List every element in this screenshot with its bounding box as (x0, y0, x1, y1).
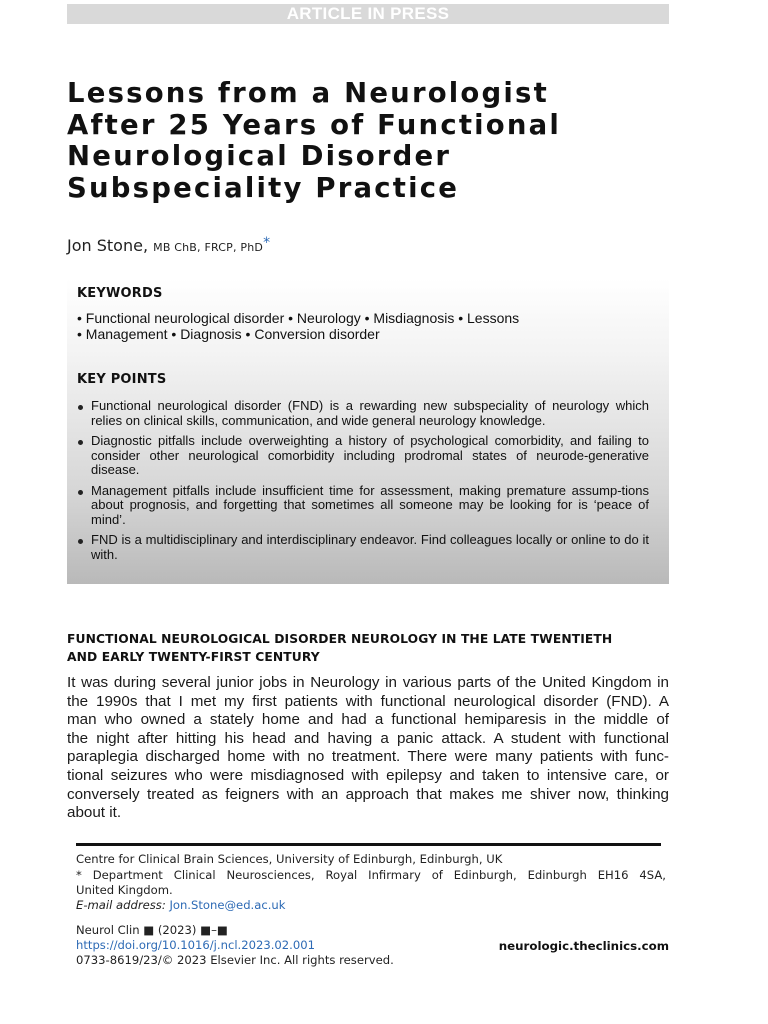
section-body (67, 674, 669, 823)
title-line: Subspeciality Practice (67, 171, 460, 204)
body-line: the night after hitting his head and having a panic attack. A student with functional (67, 729, 669, 747)
title-line: Lessons from a Neurologist (67, 77, 549, 109)
section-heading (67, 630, 667, 666)
keywords-line: • Management • Diagnosis • Conversion disorder (77, 326, 380, 342)
bullet-icon (78, 405, 83, 410)
journal-citation: Neurol Clin ■ (2023) ■–■ (76, 923, 228, 937)
body-line: about it. (67, 804, 122, 822)
bullet-icon (78, 539, 83, 544)
key-point-item (77, 434, 649, 478)
keywords-heading: KEYWORDS (77, 286, 163, 301)
key-point-text: Management pitfalls include insufficient time for assessment, making premature assump-tions about prognosis, and forgetting that sometimes all someone may be looking for is ‘peace of mind’. (91, 482, 649, 527)
email-line (76, 898, 666, 912)
key-points-list (77, 399, 649, 568)
section-heading-line: FUNCTIONAL NEUROLOGICAL DISORDER NEUROLOGY IN THE LATE TWENTIETH (67, 632, 613, 646)
email-label: E-mail address: (76, 898, 166, 912)
key-point-text: Diagnostic pitfalls include overweighting a history of psychological comorbidity, and failing to consider other neurological comorbidity including prodromal states of neurode-generative disease. (91, 433, 649, 477)
summary-box (67, 278, 669, 584)
key-point-text: FND is a multidisciplinary and interdisciplinary endeavor. Find colleagues locally or online to do it with. (91, 532, 649, 562)
copyright-line: 0733-8619/23/© 2023 Elsevier Inc. All rights reserved. (76, 953, 394, 967)
key-point-item (77, 399, 649, 428)
journal-website[interactable]: neurologic.theclinics.com (498, 939, 669, 953)
key-point-text: Functional neurological disorder (FND) is a rewarding new subspeciality of neurology which relies on clinical skills, communication, and wide general neurology knowledge. (91, 398, 649, 428)
department-note: * Department Clinical Neurosciences, Royal Infirmary of Edinburgh, Edinburgh EH16 4SA, (76, 868, 666, 882)
key-point-item (77, 533, 649, 562)
author-footnote-marker[interactable]: * (263, 235, 271, 251)
title-line: Neurological Disorder (67, 140, 452, 172)
body-line: paraplegia discharged home with no treatment. There were many patients with func- (67, 748, 669, 766)
section-heading-line: AND EARLY TWENTY-FIRST CENTURY (67, 650, 320, 664)
doi-link[interactable]: https://doi.org/10.1016/j.ncl.2023.02.001 (76, 938, 315, 952)
affiliation-note: Centre for Clinical Brain Sciences, University of Edinburgh, Edinburgh, UK (76, 852, 503, 866)
author-name: Jon Stone, (67, 236, 149, 255)
body-line: It was during several junior jobs in Neurology in various parts of the United Kingdom in (67, 674, 669, 691)
footnote-divider (76, 843, 661, 846)
email-link[interactable]: Jon.Stone@ed.ac.uk (169, 898, 286, 912)
body-line: tional seizures who were misdiagnosed with epilepsy and taken to intensive care, or (67, 766, 669, 784)
bullet-icon (78, 490, 83, 495)
author-credentials: MB ChB, FRCP, PhD (153, 241, 264, 254)
article-in-press-banner: ARTICLE IN PRESS (67, 4, 669, 24)
body-line: conversely treated as feigners with an approach that makes me shiver now, thinking (67, 785, 669, 803)
article-title (67, 78, 687, 204)
author-line (67, 235, 270, 255)
department-note-cont: United Kingdom. (76, 883, 173, 897)
body-line: the 1990s that I met my first patients with functional neurological disorder (FND). A (67, 692, 669, 710)
body-line: man who owned a stately home and had a functional hemiparesis in the middle of (67, 711, 669, 729)
keywords-line: • Functional neurological disorder • Neurology • Misdiagnosis • Lessons (77, 310, 520, 326)
key-points-heading: KEY POINTS (77, 372, 167, 387)
title-line: After 25 Years of Functional (67, 108, 562, 141)
key-point-item (77, 484, 649, 528)
bullet-icon (78, 440, 83, 445)
